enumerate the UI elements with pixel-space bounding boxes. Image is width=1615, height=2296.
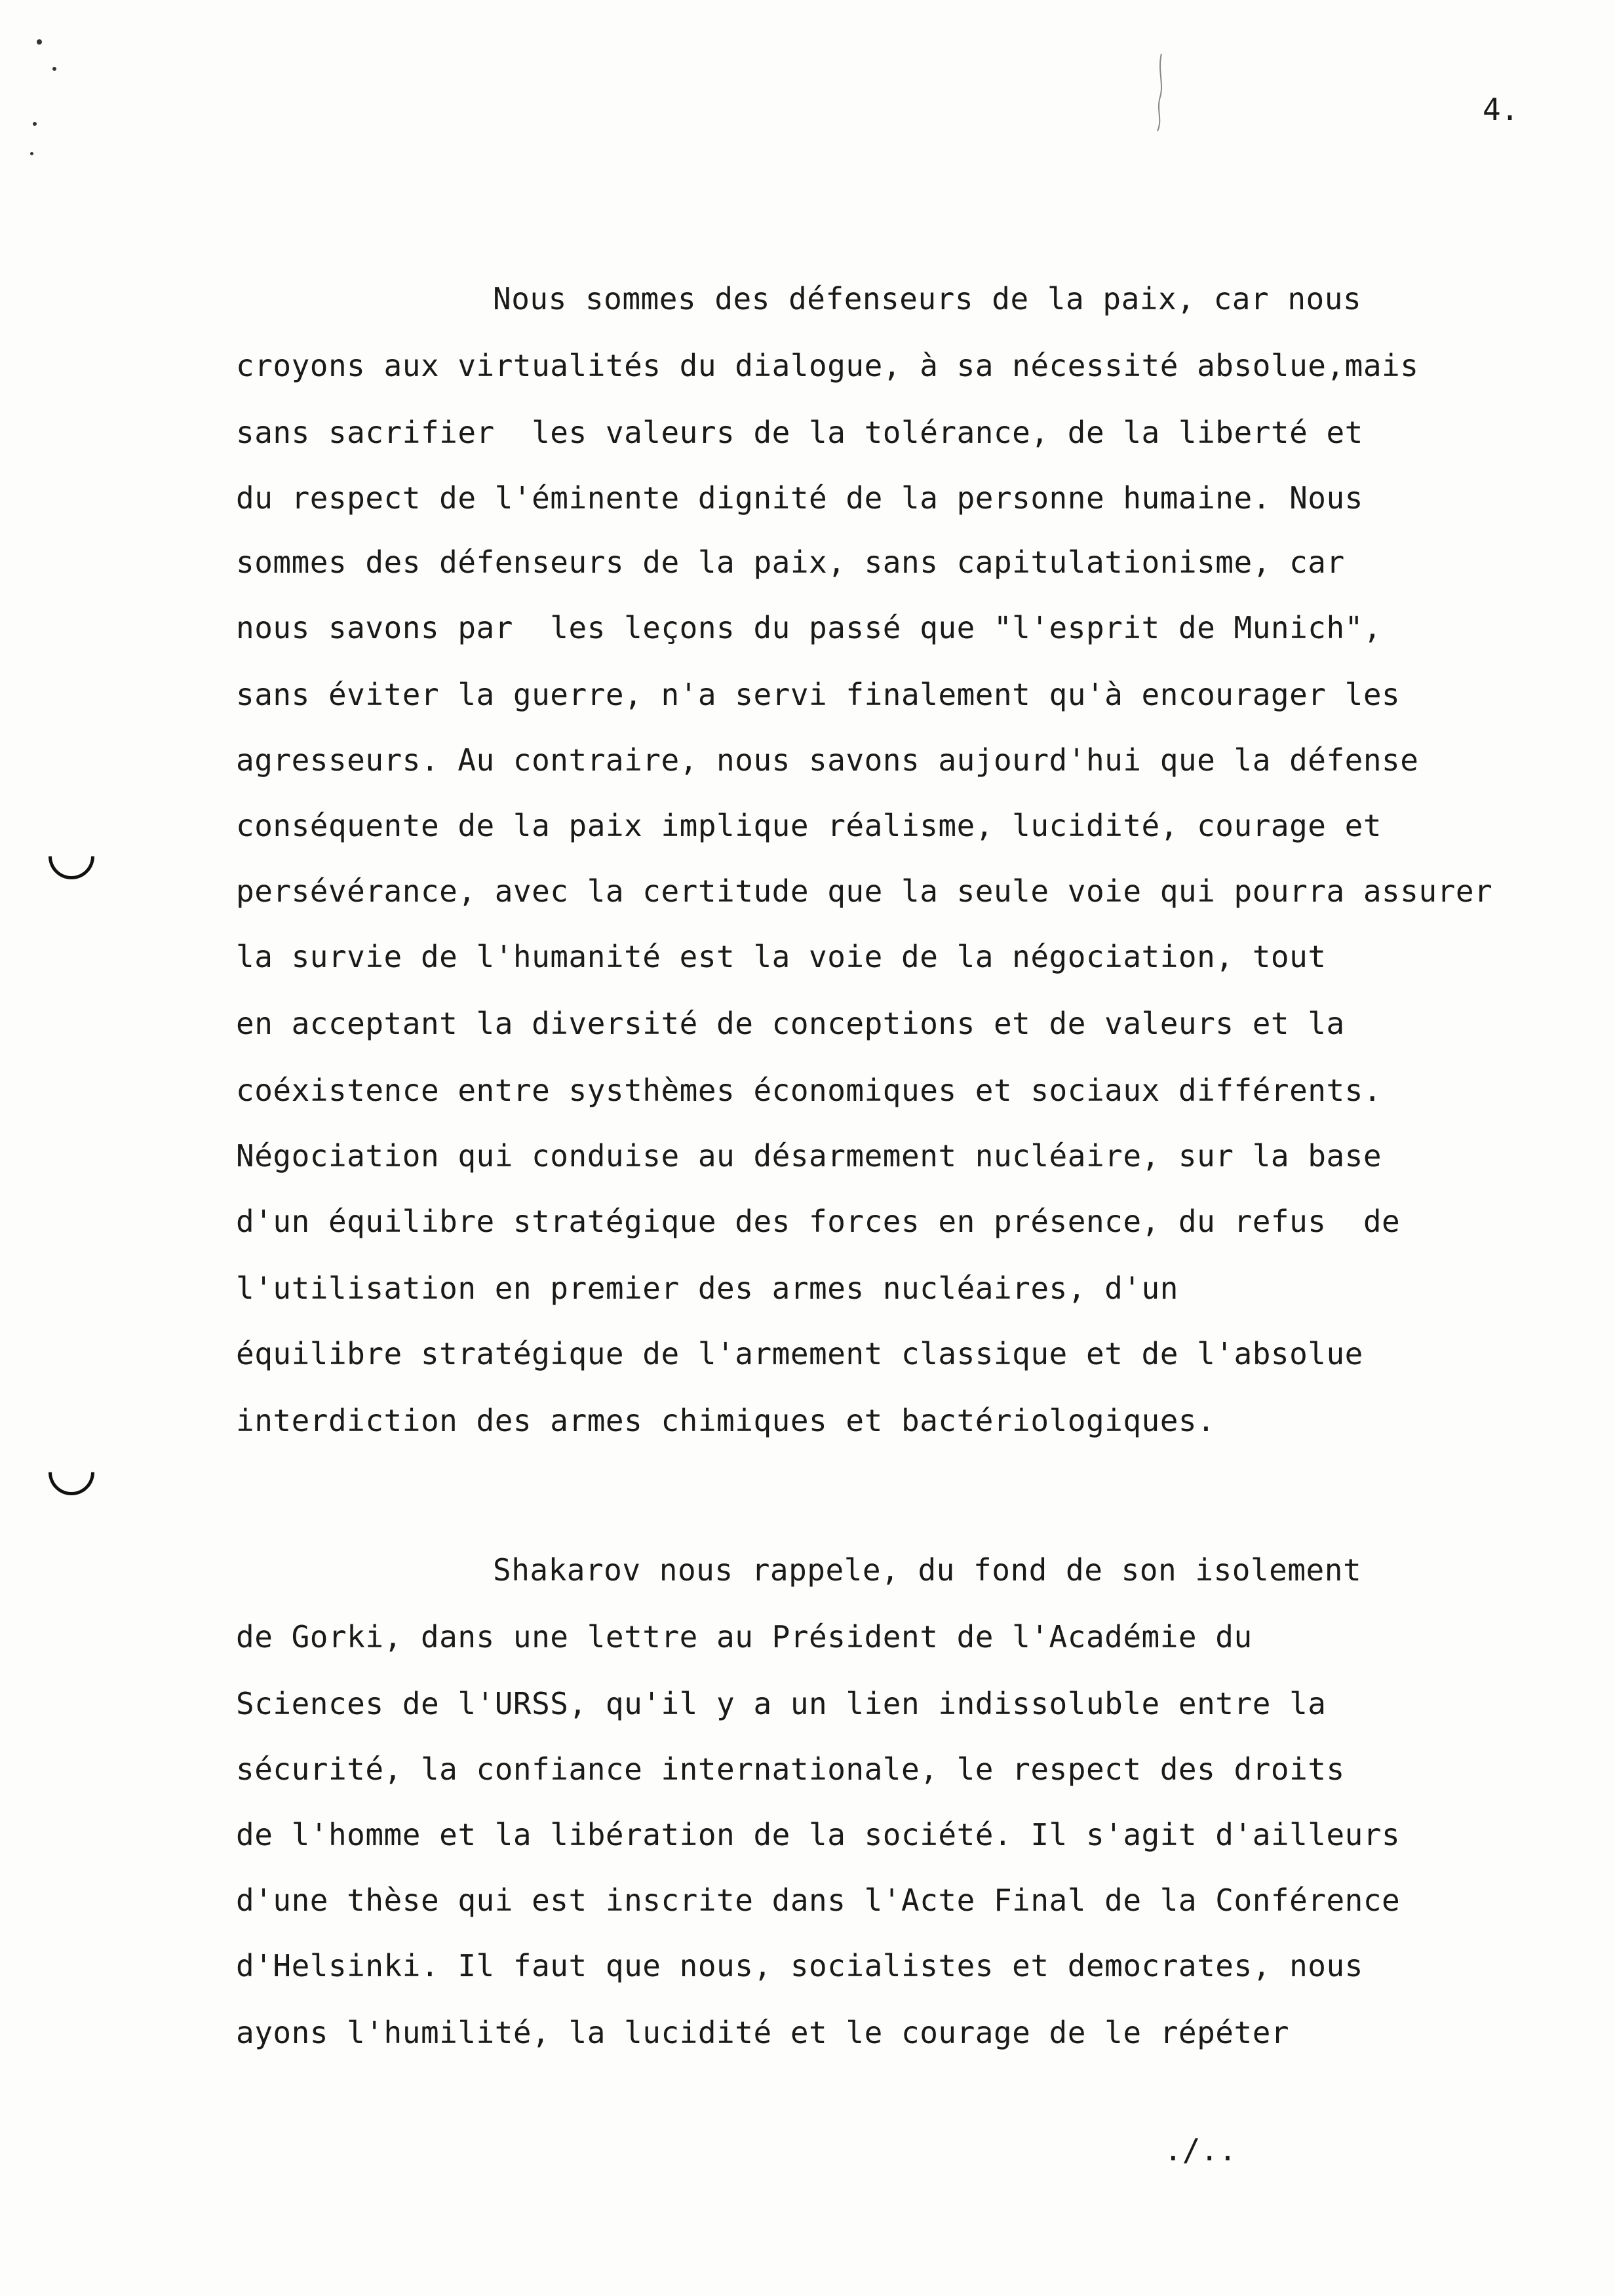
paragraph-2-line: d'Helsinki. Il faut que nous, socialistes et democrates, nous <box>236 1948 1363 1983</box>
margin-dot <box>33 122 37 126</box>
paragraph-1-line: coéxistence entre systhèmes économiques et sociaux différents. <box>236 1073 1382 1108</box>
paragraph-1-line: sommes des défenseurs de la paix, sans capitulationisme, car <box>236 545 1345 580</box>
paragraph-1-line: agresseurs. Au contraire, nous savons aujourd'hui que la défense <box>236 742 1419 778</box>
paragraph-1-line: conséquente de la paix implique réalisme, lucidité, courage et <box>236 808 1382 843</box>
paragraph-2-line: d'une thèse qui est inscrite dans l'Acte Final de la Conférence <box>236 1883 1401 1918</box>
paragraph-1-line: la survie de l'humanité est la voie de la négociation, tout <box>236 939 1327 974</box>
paragraph-1-line: nous savons par les leçons du passé que "l'esprit de Munich", <box>236 610 1382 645</box>
paragraph-2-line: sécurité, la confiance internationale, le respect des droits <box>236 1751 1345 1787</box>
paragraph-1-line: sans éviter la guerre, n'a servi finalement qu'à encourager les <box>236 677 1401 712</box>
binder-mark <box>39 824 104 889</box>
paragraph-1-line: Nous sommes des défenseurs de la paix, car nous <box>493 281 1362 316</box>
paragraph-1-line: d'un équilibre stratégique des forces en présence, du refus de <box>236 1204 1401 1239</box>
paragraph-2-line: Shakarov nous rappele, du fond de son isolement <box>493 1552 1362 1588</box>
paragraph-1-line: équilibre stratégique de l'armement classique et de l'absolue <box>236 1336 1363 1371</box>
paragraph-1-line: en acceptant la diversité de conceptions et de valeurs et la <box>236 1006 1345 1041</box>
margin-dot <box>52 67 56 71</box>
paragraph-1-line: du respect de l'éminente dignité de la personne humaine. Nous <box>236 480 1363 516</box>
paragraph-2-line: ayons l'humilité, la lucidité et le courage de le répéter <box>236 2015 1290 2050</box>
paragraph-1-line: Négociation qui conduise au désarmement nucléaire, sur la base <box>236 1138 1382 1174</box>
paragraph-1-line: interdiction des armes chimiques et bactériologiques. <box>236 1403 1216 1438</box>
paragraph-1-line: l'utilisation en premier des armes nucléaires, d'un <box>236 1271 1178 1306</box>
paragraph-2-line: Sciences de l'URSS, qu'il y a un lien indissoluble entre la <box>236 1686 1327 1721</box>
paragraph-1-line: sans sacrifier les valeurs de la tolérance, de la liberté et <box>236 415 1363 450</box>
paragraph-2-line: de Gorki, dans une lettre au Président de l'Académie du <box>236 1619 1253 1655</box>
binder-mark <box>39 1440 104 1505</box>
paragraph-1-line: persévérance, avec la certitude que la seule voie qui pourra assurer <box>236 873 1493 909</box>
paragraph-1-line: croyons aux virtualités du dialogue, à sa nécessité absolue,mais <box>236 348 1419 383</box>
margin-dot <box>30 152 33 155</box>
paragraph-2-line: de l'homme et la libération de la société. Il s'agit d'ailleurs <box>236 1817 1401 1852</box>
continuation-mark: ./.. <box>1164 2132 1237 2168</box>
page-number: 4. <box>1483 92 1519 127</box>
margin-dot <box>37 39 42 45</box>
handwritten-mark <box>1148 51 1175 136</box>
